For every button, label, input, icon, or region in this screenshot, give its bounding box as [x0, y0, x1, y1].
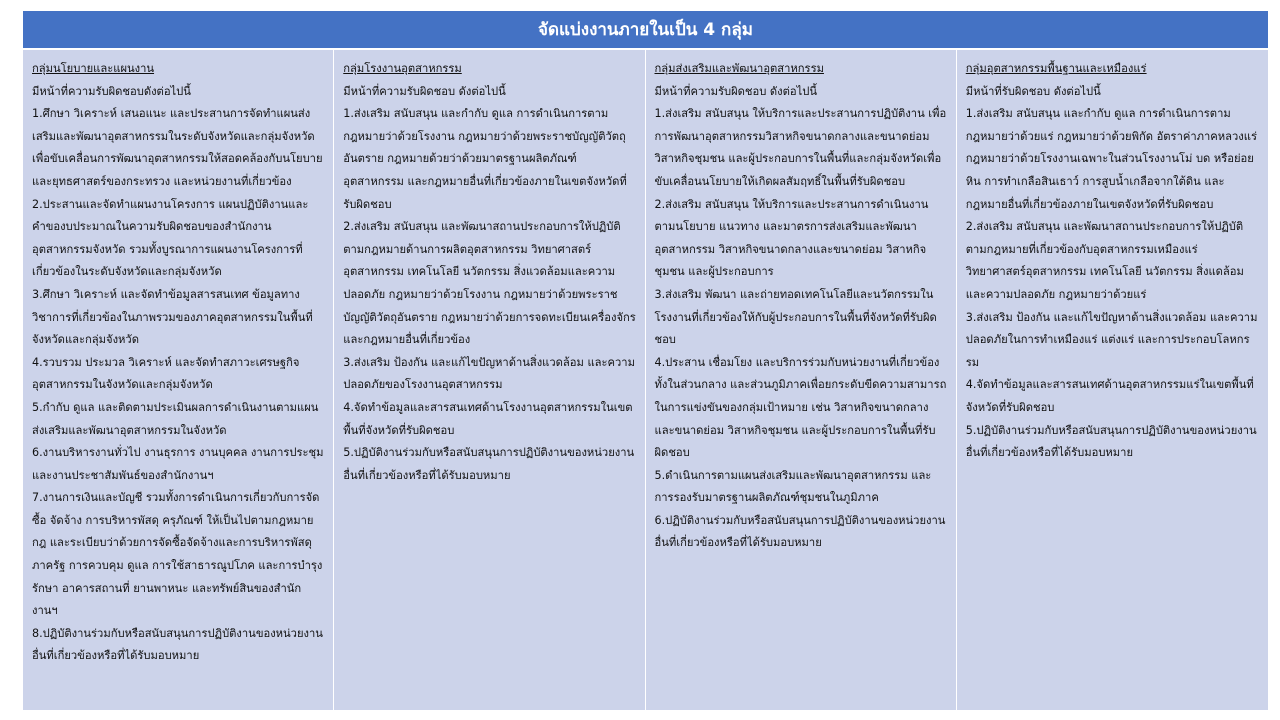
column-subheading: มีหน้าที่ความรับผิดชอบ ดังต่อไปนี้ — [343, 84, 506, 98]
column-policy-planning — [23, 50, 334, 710]
column-subheading: มีหน้าที่รับผิดชอบ ดังต่อไปนี้ — [965, 84, 1101, 98]
duty-list — [966, 103, 1260, 465]
duty-list — [655, 103, 948, 555]
duty-item: 1.ศึกษา วิเคราะห์ เสนอแนะ และประสานการจัดทำแผนส่งเสริมและพัฒนาอุตสาหกรรมในระดับจังหวัดและกลุ่มจังหวัด เพื่อขับเคลื่อนการพัฒนาอุตสาหกรรมให้สอดคล้องกับนโยบายและยุทธศาสตร์ของกระทรวง และหน่วยงานที่เกี่ยวข้อง — [32, 107, 323, 188]
duty-item: 4.ประสาน เชื่อมโยง และบริการร่วมกับหน่วยงานที่เกี่ยวข้องทั้งในส่วนกลาง และส่วนภูมิภาคเพื่อยกระดับขีดความสามารถในการแข่งขันของกลุ่มเป้าหมาย เช่น วิสาหกิจขนาดกลางและขนาดย่อม วิสาหกิจชุมชน และผู้ประกอบการในพื้นที่รับผิดชอบ — [654, 355, 947, 460]
column-heading: กลุ่มส่งเสริมและพัฒนาอุตสาหกรรม — [654, 62, 824, 75]
duty-item: 2.ส่งเสริม สนับสนุน และพัฒนาสถานประกอบการให้ปฏิบัติตามกฎหมายด้านการผลิตอุตสาหกรรม วิทยาศาสตร์อุตสาหกรรม เทคโนโลยี นวัตกรรม สิ่งแวดล้อมและความปลอดภัย กฎหมายว่าด้วยโรงงาน กฎหมายว่าด้วยพระราชบัญญัติวัตถุอันตราย กฎหมายว่าด้วยการจดทะเบียนเครื่องจักร และกฎหมายอื่นที่เกี่ยวข้อง — [343, 220, 636, 347]
duty-item: 4.จัดทำข้อมูลและสารสนเทศด้านโรงงานอุตสาหกรรมในเขตพื้นที่จังหวัดที่รับผิดชอบ — [343, 400, 633, 437]
duty-item: 3.ส่งเสริม ป้องกัน และแก้ไขปัญหาด้านสิ่งแวดล้อม และความปลอดภัยในการทำเหมืองแร่ แต่งแร่ และการประกอบโลหกรรม — [965, 310, 1258, 369]
duty-list — [32, 103, 325, 668]
duty-item: 8.ปฏิบัติงานร่วมกับหรือสนับสนุนการปฏิบัติงานของหน่วยงานอื่นที่เกี่ยวข้องหรือที่ได้รับมอบหมาย — [32, 626, 323, 663]
duty-list — [343, 103, 636, 487]
duty-item: 5.ปฏิบัติงานร่วมกับหรือสนับสนุนการปฏิบัติงานของหน่วยงานอื่นที่เกี่ยวข้องหรือที่ได้รับมอบหมาย — [343, 446, 635, 482]
duty-item: 2.ส่งเสริม สนับสนุน และพัฒนาสถานประกอบการให้ปฏิบัติตามกฎหมายที่เกี่ยวข้องกับอุตสาหกรรมเหมืองแร่ วิทยาศาสตร์อุตสาหกรรม เทคโนโลยี นวัตกรรม สิ่งแดล้อมและความปลอดภัย กฎหมายว่าด้วยแร่ — [965, 220, 1244, 301]
duty-item: 5.กำกับ ดูแล และติดตามประเมินผลการดำเนินงานตามแผนส่งเสริมและพัฒนาอุตสาหกรรมในจังหวัด — [32, 400, 319, 437]
duty-item: 1.ส่งเสริม สนับสนุน และกำกับ ดูแล การดำเนินการตามกฎหมายว่าด้วยแร่ กฎหมายว่าด้วยพิกัด อัตราค่าภาคหลวงแร่ กฎหมายว่าด้วยโรงงานเฉพาะในส่วนโรงงานโม่ บด หรือย่อยหิน การทำเกลือสินเธาว์ การสูบน้ำเกลือจากใต้ดิน และกฎหมายอื่นที่เกี่ยวข้องภายในเขตจังหวัดที่รับผิดชอบ — [965, 107, 1257, 211]
duty-item: 4.รวบรวม ประมวล วิเคราะห์ และจัดทำสภาวะเศรษฐกิจอุตสาหกรรมในจังหวัดและกลุ่มจังหวัด — [32, 355, 300, 392]
duty-item: 4.จัดทำข้อมูลและสารสนเทศด้านอุตสาหกรรมแร่ในเขตพื้นที่จังหวัดที่รับผิดชอบ — [965, 378, 1254, 414]
column-basic-industry-mining — [957, 50, 1268, 710]
column-subheading: มีหน้าที่ความรับผิดชอบ ดังต่อไปนี้ — [654, 84, 817, 98]
column-subheading: มีหน้าที่ความรับผิดชอบดังต่อไปนี้ — [32, 84, 191, 98]
column-industrial-factory — [334, 50, 645, 710]
duty-item: 1.ส่งเสริม สนับสนุน และกำกับ ดูแล การดำเนินการตามกฎหมายว่าด้วยโรงงาน กฎหมายว่าด้วยพระราชบัญญัติวัตถุอันตราย กฎหมายด้วยว่าด้วยมาตรฐานผลิตภัณฑ์อุตสาหกรรม และกฎหมายอื่นที่เกี่ยวข้องภายในเขตจังหวัดที่รับผิดชอบ — [343, 107, 627, 211]
duty-item: 6.ปฏิบัติงานร่วมกับหรือสนับสนุนการปฏิบัติงานของหน่วยงานอื่นที่เกี่ยวข้องหรือที่ได้รับมอบหมาย — [654, 513, 946, 550]
duty-item: 5.ดำเนินการตามแผนส่งเสริมและพัฒนาอุตสาหกรรม และการรองรับมาตรฐานผลิตภัณฑ์ชุมชนในภูมิภาค — [654, 468, 932, 505]
duty-item: 3.ส่งเสริม พัฒนา และถ่ายทอดเทคโนโลยีและนวัตกรรมในโรงงานที่เกี่ยวข้องให้กับผู้ประกอบการในพื้นที่จังหวัดที่รับผิดชอบ — [654, 287, 937, 347]
duty-item: 5.ปฏิบัติงานร่วมกับหรือสนับสนุนการปฏิบัติงานของหน่วยงานอื่นที่เกี่ยวข้องหรือที่ได้รับมอบหมาย — [965, 423, 1257, 460]
column-heading: กลุ่มโรงงานอุตสาหกรรม — [343, 62, 462, 75]
column-industry-promotion — [646, 50, 957, 710]
slide-title: จัดแบ่งงานภายในเป็น 4 กลุ่ม — [538, 20, 753, 40]
duty-item: 2.ส่งเสริม สนับสนุน ให้บริการและประสานการดำเนินงานตามนโยบาย แนวทาง และมาตรการส่งเสริมและพัฒนาอุตสาหกรรม วิสาหกิจขนาดกลางและขนาดย่อม วิสาหกิจชุมชน และผู้ประกอบการ — [654, 197, 929, 279]
duty-item: 3.ส่งเสริม ป้องกัน และแก้ไขปัญหาด้านสิ่งแวดล้อม และความปลอดภัยของโรงงานอุตสาหกรรม — [343, 355, 635, 392]
duty-item: 6.งานบริหารงานทั่วไป งานธุรการ งานบุคคล งานการประชุม และงานประชาสัมพันธ์ของสำนักงานฯ — [32, 446, 324, 482]
duty-item: 7.งานการเงินและบัญชี รวมทั้งการดำเนินการเกี่ยวกับการจัดซื้อ จัดจ้าง การบริหารพัสดุ ครุภัณฑ์ ให้เป็นไปตามกฎหมาย กฎ และระเบียบว่าด้วยการจัดซื้อจัดจ้างและการบริหารพัสดุภาครัฐ การควบคุม ดูแล การใช้สาธารณูปโภค และการบำรุงรักษา อาคารสถานที่ ยานพาหนะ และทรัพย์สินของสำนักงานฯ — [32, 491, 323, 618]
group-table — [23, 50, 1268, 710]
slide-title-bar — [23, 11, 1268, 48]
column-heading: กลุ่มอุตสาหกรรมพื้นฐานและเหมืองแร่ — [965, 62, 1147, 75]
duty-item: 1.ส่งเสริม สนับสนุน ให้บริการและประสานการปฏิบัติงาน เพื่อการพัฒนาอุตสาหกรรมวิสาหกิจขนาดกลางและขนาดย่อม วิสาหกิจชุมชน และผู้ประกอบการในพื้นที่และกลุ่มจังหวัดเพื่อขับเคลื่อนนโยบายให้เกิดผลสัมฤทธิ์ในพื้นที่รับผิดชอบ — [654, 107, 947, 188]
duty-item: 3.ศึกษา วิเคราะห์ และจัดทำข้อมูลสารสนเทศ ข้อมูลทางวิชาการที่เกี่ยวข้องในภาพรวมของภาคอุตสาหกรรมในพื้นที่จังหวัดและกลุ่มจังหวัด — [32, 287, 313, 347]
column-heading: กลุ่มนโยบายและแผนงาน — [32, 62, 155, 75]
duty-item: 2.ประสานและจัดทำแผนงานโครงการ แผนปฏิบัติงานและคำของบประมาณในความรับผิดชอบของสำนักงานอุตสาหกรรมจังหวัด รวมทั้งบูรณาการแผนงานโครงการที่เกี่ยวข้องในระดับจังหวัดและกลุ่มจังหวัด — [32, 197, 309, 279]
